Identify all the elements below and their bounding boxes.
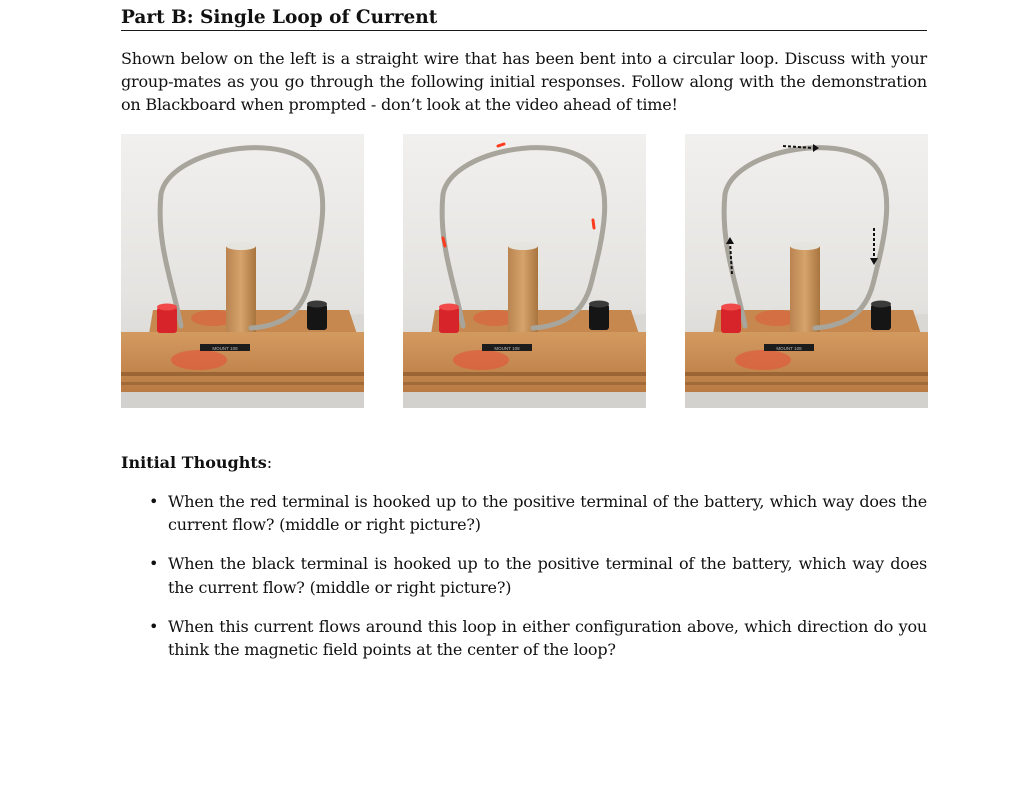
black-terminal — [589, 304, 609, 330]
post-top — [508, 242, 538, 250]
wood-layer-line — [121, 372, 364, 376]
question-item — [121, 552, 927, 598]
post-top — [790, 242, 820, 250]
photo-middle-loop — [403, 134, 646, 408]
board-label: MOUNT 108 — [494, 346, 520, 351]
red-paint-mark — [171, 350, 227, 370]
bullet-icon: • — [149, 492, 159, 511]
intro-paragraph: Shown below on the left is a straight wire that has been bent into a circular loop. Discuss with your group-mates as you go through the following initial responses. Follow along with the demonstration on Blackboard when prompted - don’t look at the video ahead of time! — [121, 49, 927, 115]
floor — [403, 392, 646, 408]
wood-layer-line — [685, 382, 928, 385]
red-terminal — [439, 307, 459, 333]
black-terminal-top — [589, 301, 609, 308]
board-label: MOUNT 108 — [212, 346, 238, 351]
board-label: MOUNT 108 — [776, 346, 802, 351]
red-paint-mark — [453, 350, 509, 370]
initial-thoughts-heading — [121, 451, 272, 474]
question-list — [121, 490, 927, 677]
loop-apparatus-illustration — [403, 134, 646, 408]
floor — [121, 392, 364, 408]
wood-layer-line — [121, 382, 364, 385]
wooden-post — [790, 246, 820, 332]
question-item — [121, 615, 927, 661]
black-terminal-top — [871, 301, 891, 308]
question-text: When the black terminal is hooked up to the positive terminal of the battery, which way does the current flow? (middle or right picture?) — [168, 554, 927, 597]
red-terminal — [157, 307, 177, 333]
wood-layer-line — [403, 372, 646, 376]
bullet-icon: • — [149, 554, 159, 574]
wooden-post — [508, 246, 538, 332]
loop-apparatus-illustration — [685, 134, 928, 408]
black-terminal — [871, 304, 891, 330]
initial-thoughts-title: Initial Thoughts — [121, 453, 267, 472]
current-arrow-mark — [443, 238, 445, 246]
red-terminal — [721, 307, 741, 333]
section-heading: Part B: Single Loop of Current — [121, 0, 927, 31]
red-terminal-top — [157, 304, 177, 311]
photo-row — [121, 134, 927, 408]
black-terminal — [307, 304, 327, 330]
question-text: When this current flows around this loop in either configuration above, which direction do you think the magnetic field points at the center of the loop? — [168, 616, 927, 660]
red-paint-mark — [735, 350, 791, 370]
red-terminal-top — [439, 304, 459, 311]
floor — [685, 392, 928, 408]
wood-layer-line — [685, 372, 928, 376]
post-top — [226, 242, 256, 250]
bullet-icon: • — [149, 616, 159, 636]
current-arrow-mark — [593, 220, 594, 228]
wood-layer-line — [403, 382, 646, 385]
photo-straight-loop — [121, 134, 364, 408]
document-page — [121, 0, 927, 660]
wooden-post — [226, 246, 256, 332]
current-arrow-mark — [498, 144, 504, 146]
photo-right-loop — [685, 134, 928, 408]
black-terminal-top — [307, 301, 327, 308]
question-text: When the red terminal is hooked up to the positive terminal of the battery, which way does the current flow? (middle or right picture?) — [168, 492, 927, 535]
red-terminal-top — [721, 304, 741, 311]
initial-thoughts-colon: : — [266, 453, 273, 472]
question-item — [121, 490, 927, 536]
loop-apparatus-illustration — [121, 134, 364, 408]
